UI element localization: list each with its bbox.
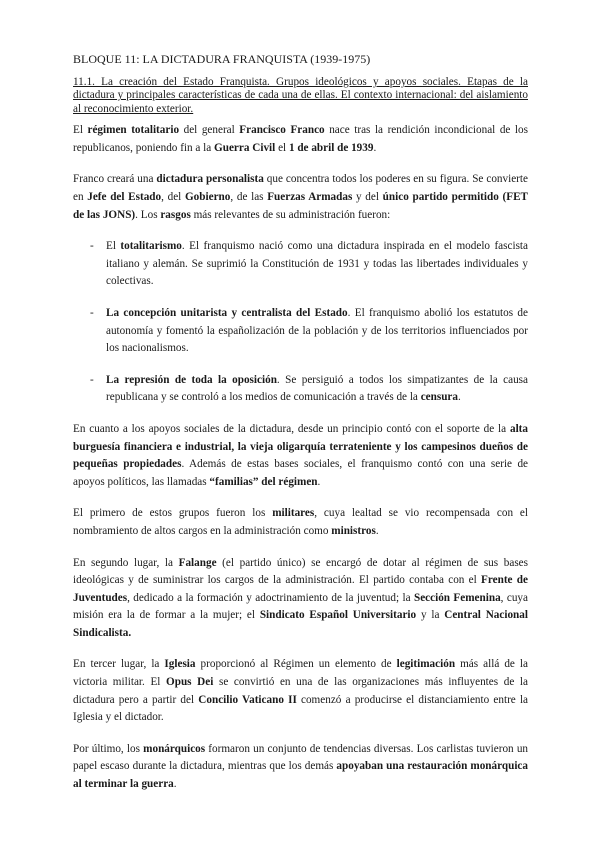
document-title: BLOQUE 11: LA DICTADURA FRANQUISTA (1939-1975) xyxy=(73,52,371,66)
rasgos-list xyxy=(73,238,528,407)
paragraph-monarquicos: Por último, los monárquicos formaron un conjunto de tendencias diversas. Los carlistas tuvieron un papel escaso durante la dictadura, mientras que los demás apoyaban una restauración monárquica al terminar la guerra. xyxy=(73,742,529,791)
paragraph-dictadura-personalista: Franco creará una dictadura personalista que concentra todos los poderes en su figura. Se convierte en Jefe del Estado, del Gobierno, de las Fuerzas Armadas y del único partido permitido (FET de las JONS). Los rasgos más relevantes de su administración fueron: xyxy=(73,173,528,221)
paragraph-apoyos-sociales: En cuanto a los apoyos sociales de la dictadura, desde un principio contó con el soporte de la alta burguesía financiera e industrial, la vieja oligarquía terrateniente y los campesinos dueños de pequeñas propiedades. Además de estas bases sociales, el franquismo contó con una serie de apoyos políticos, las llamadas “familias” del régimen. xyxy=(73,422,528,488)
paragraph-militares: El primero de estos grupos fueron los militares, cuya lealtad se vio recompensada con el nombramiento de altos cargos en la administración como ministros. xyxy=(73,507,529,537)
list-item: - La represión de toda la oposición. Se persiguió a todos los simpatizantes de la causa republicana y se controló a los medios de comunicación a través de la censura. xyxy=(90,373,528,404)
section-heading: 11.1. La creación del Estado Franquista. Grupos ideológicos y apoyos sociales. Etapas de la dictadura y principales características de cada una de ellas. El contexto internacional: del aislamiento al reconocimiento exterior. xyxy=(73,76,528,115)
paragraph-iglesia: En tercer lugar, la Iglesia proporcionó al Régimen un elemento de legitimación más allá de la victoria militar. El Opus Dei se convirtió en una de las organizaciones más influyentes de la dictadura pero a partir del Concilio Vaticano II comenzó a producirse el distanciamiento entre la Iglesia y el dictador. xyxy=(73,658,529,724)
paragraph-regimen-totalitario: El régimen totalitario del general Francisco Franco nace tras la rendición incondicional de los republicanos, poniendo fin a la Guerra Civil el 1 de abril de 1939. xyxy=(73,124,528,154)
paragraph-falange: En segundo lugar, la Falange (el partido único) se encargó de dotar al régimen de sus bases ideológicas y de suministrar los cargos de la administración. El partido contaba con el Frente de Juventudes, dedicado a la formación y adoctrinamiento de la juventud; la Sección Femenina, cuya misión era la de formar a la mujer; el Sindicato Español Universitario y la Central Nacional Sindicalista. xyxy=(73,556,528,639)
list-item: - La concepción unitarista y centralista del Estado. El franquismo abolió los estatutos de autonomía y fomentó la españolización de la población y de los territorios influenciados por los nacionalismos. xyxy=(90,306,528,355)
list-item: - El totalitarismo. El franquismo nació como una dictadura inspirada en el modelo fascista italiano y alemán. Se suprimió la Constitución de 1931 y todas las libertades individuales y colectivas. xyxy=(90,240,528,288)
